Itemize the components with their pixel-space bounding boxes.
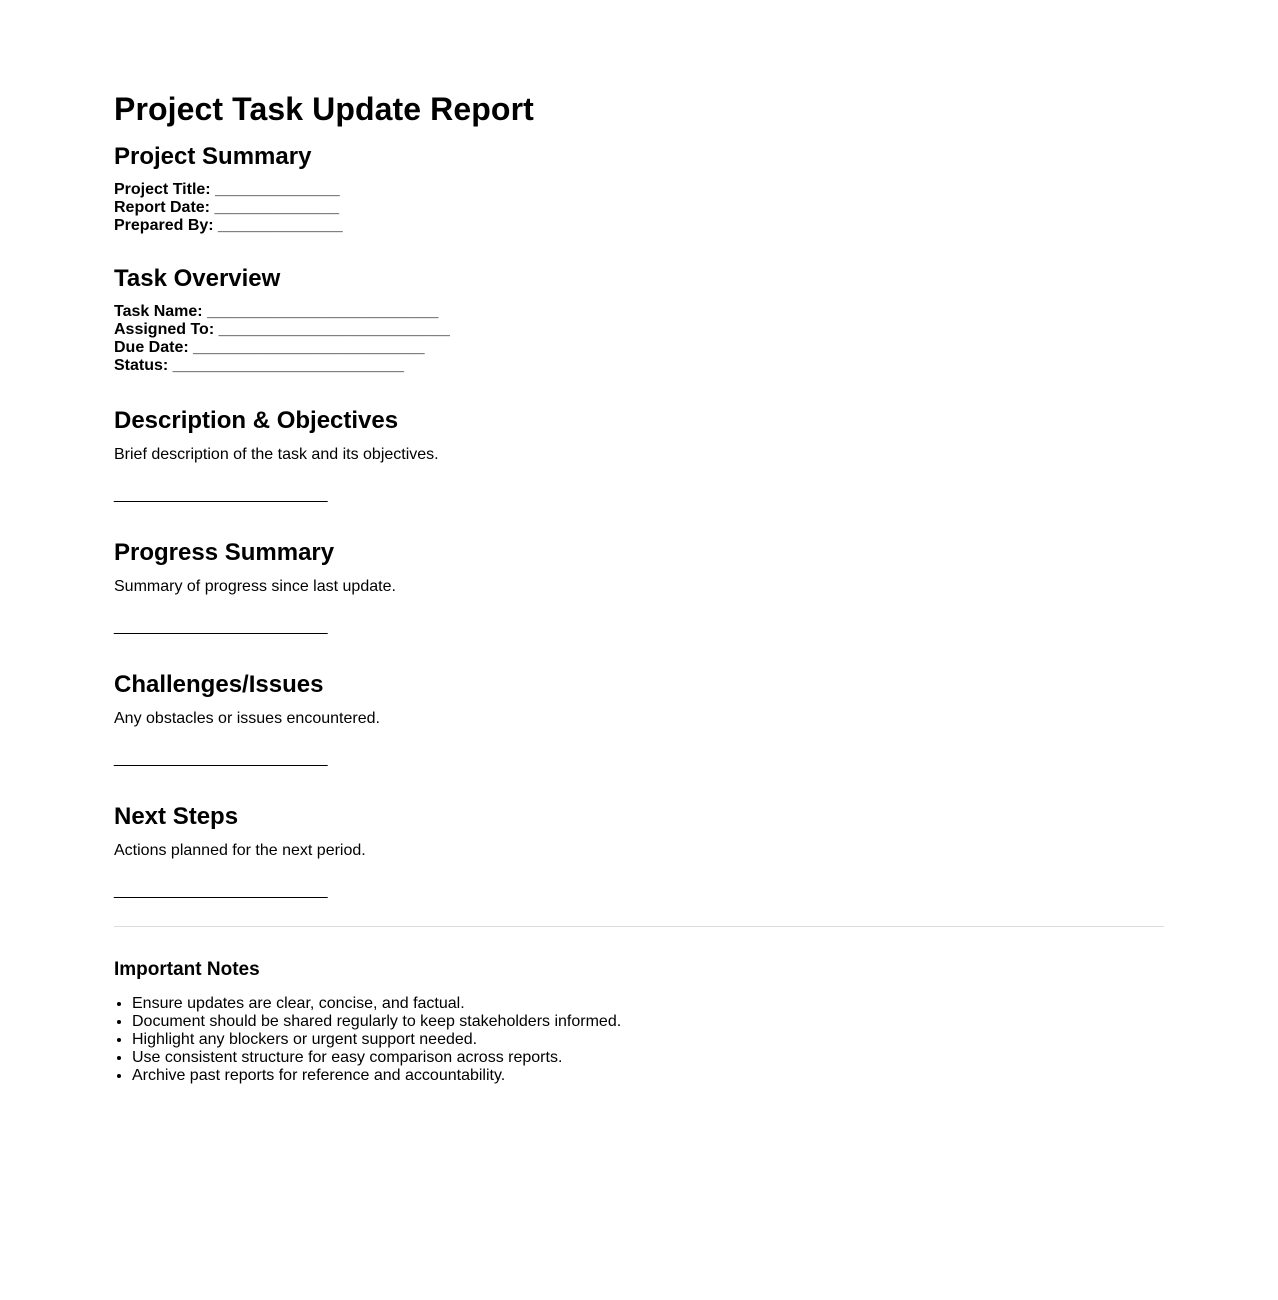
task-overview-fields bbox=[114, 303, 1164, 375]
project-summary-heading: Project Summary bbox=[114, 143, 312, 170]
report-date-field: Report Date: ______________ bbox=[114, 199, 340, 216]
description-blank-line: ________________________ bbox=[114, 486, 328, 503]
progress-blank-line: ________________________ bbox=[114, 618, 328, 635]
challenges-heading: Challenges/Issues bbox=[114, 671, 324, 698]
important-notes-section bbox=[114, 959, 1164, 1085]
challenges-section bbox=[114, 671, 1164, 769]
status-field: Status: __________________________ bbox=[114, 357, 405, 374]
next-steps-heading: Next Steps bbox=[114, 803, 239, 830]
document bbox=[114, 90, 1164, 1085]
challenges-blank-line: ________________________ bbox=[114, 750, 328, 767]
task-overview-heading: Task Overview bbox=[114, 265, 281, 292]
progress-section bbox=[114, 539, 1164, 637]
task-overview-section bbox=[114, 265, 1164, 375]
assigned-to-field: Assigned To: __________________________ bbox=[114, 321, 450, 338]
due-date-field: Due Date: __________________________ bbox=[114, 339, 425, 356]
project-title-field: Project Title: ______________ bbox=[114, 181, 340, 198]
description-text: Brief description of the task and its objectives. bbox=[114, 446, 439, 463]
description-section bbox=[114, 407, 1164, 505]
task-name-field: Task Name: __________________________ bbox=[114, 303, 439, 320]
prepared-by-field: Prepared By: ______________ bbox=[114, 217, 343, 234]
list-item: • Document should be shared regularly to keep stakeholders informed. bbox=[132, 1013, 1164, 1031]
next-steps-blank-line: ________________________ bbox=[114, 882, 328, 899]
list-item: • Archive past reports for reference and accountability. bbox=[132, 1067, 1164, 1085]
next-steps-section bbox=[114, 803, 1164, 901]
project-summary-section bbox=[114, 143, 1164, 235]
important-notes-heading: Important Notes bbox=[114, 959, 260, 980]
report-title: Project Task Update Report bbox=[114, 91, 534, 127]
list-item: • Highlight any blockers or urgent support needed. bbox=[132, 1031, 1164, 1049]
section-divider bbox=[114, 926, 1164, 927]
challenges-text: Any obstacles or issues encountered. bbox=[114, 710, 380, 727]
list-item: • Use consistent structure for easy comparison across reports. bbox=[132, 1049, 1164, 1067]
list-item: • Ensure updates are clear, concise, and factual. bbox=[132, 995, 1164, 1013]
progress-text: Summary of progress since last update. bbox=[114, 578, 396, 595]
next-steps-text: Actions planned for the next period. bbox=[114, 842, 366, 859]
progress-heading: Progress Summary bbox=[114, 539, 335, 566]
project-summary-fields bbox=[114, 181, 1164, 235]
description-heading: Description & Objectives bbox=[114, 407, 399, 434]
important-notes-list bbox=[114, 995, 1164, 1085]
